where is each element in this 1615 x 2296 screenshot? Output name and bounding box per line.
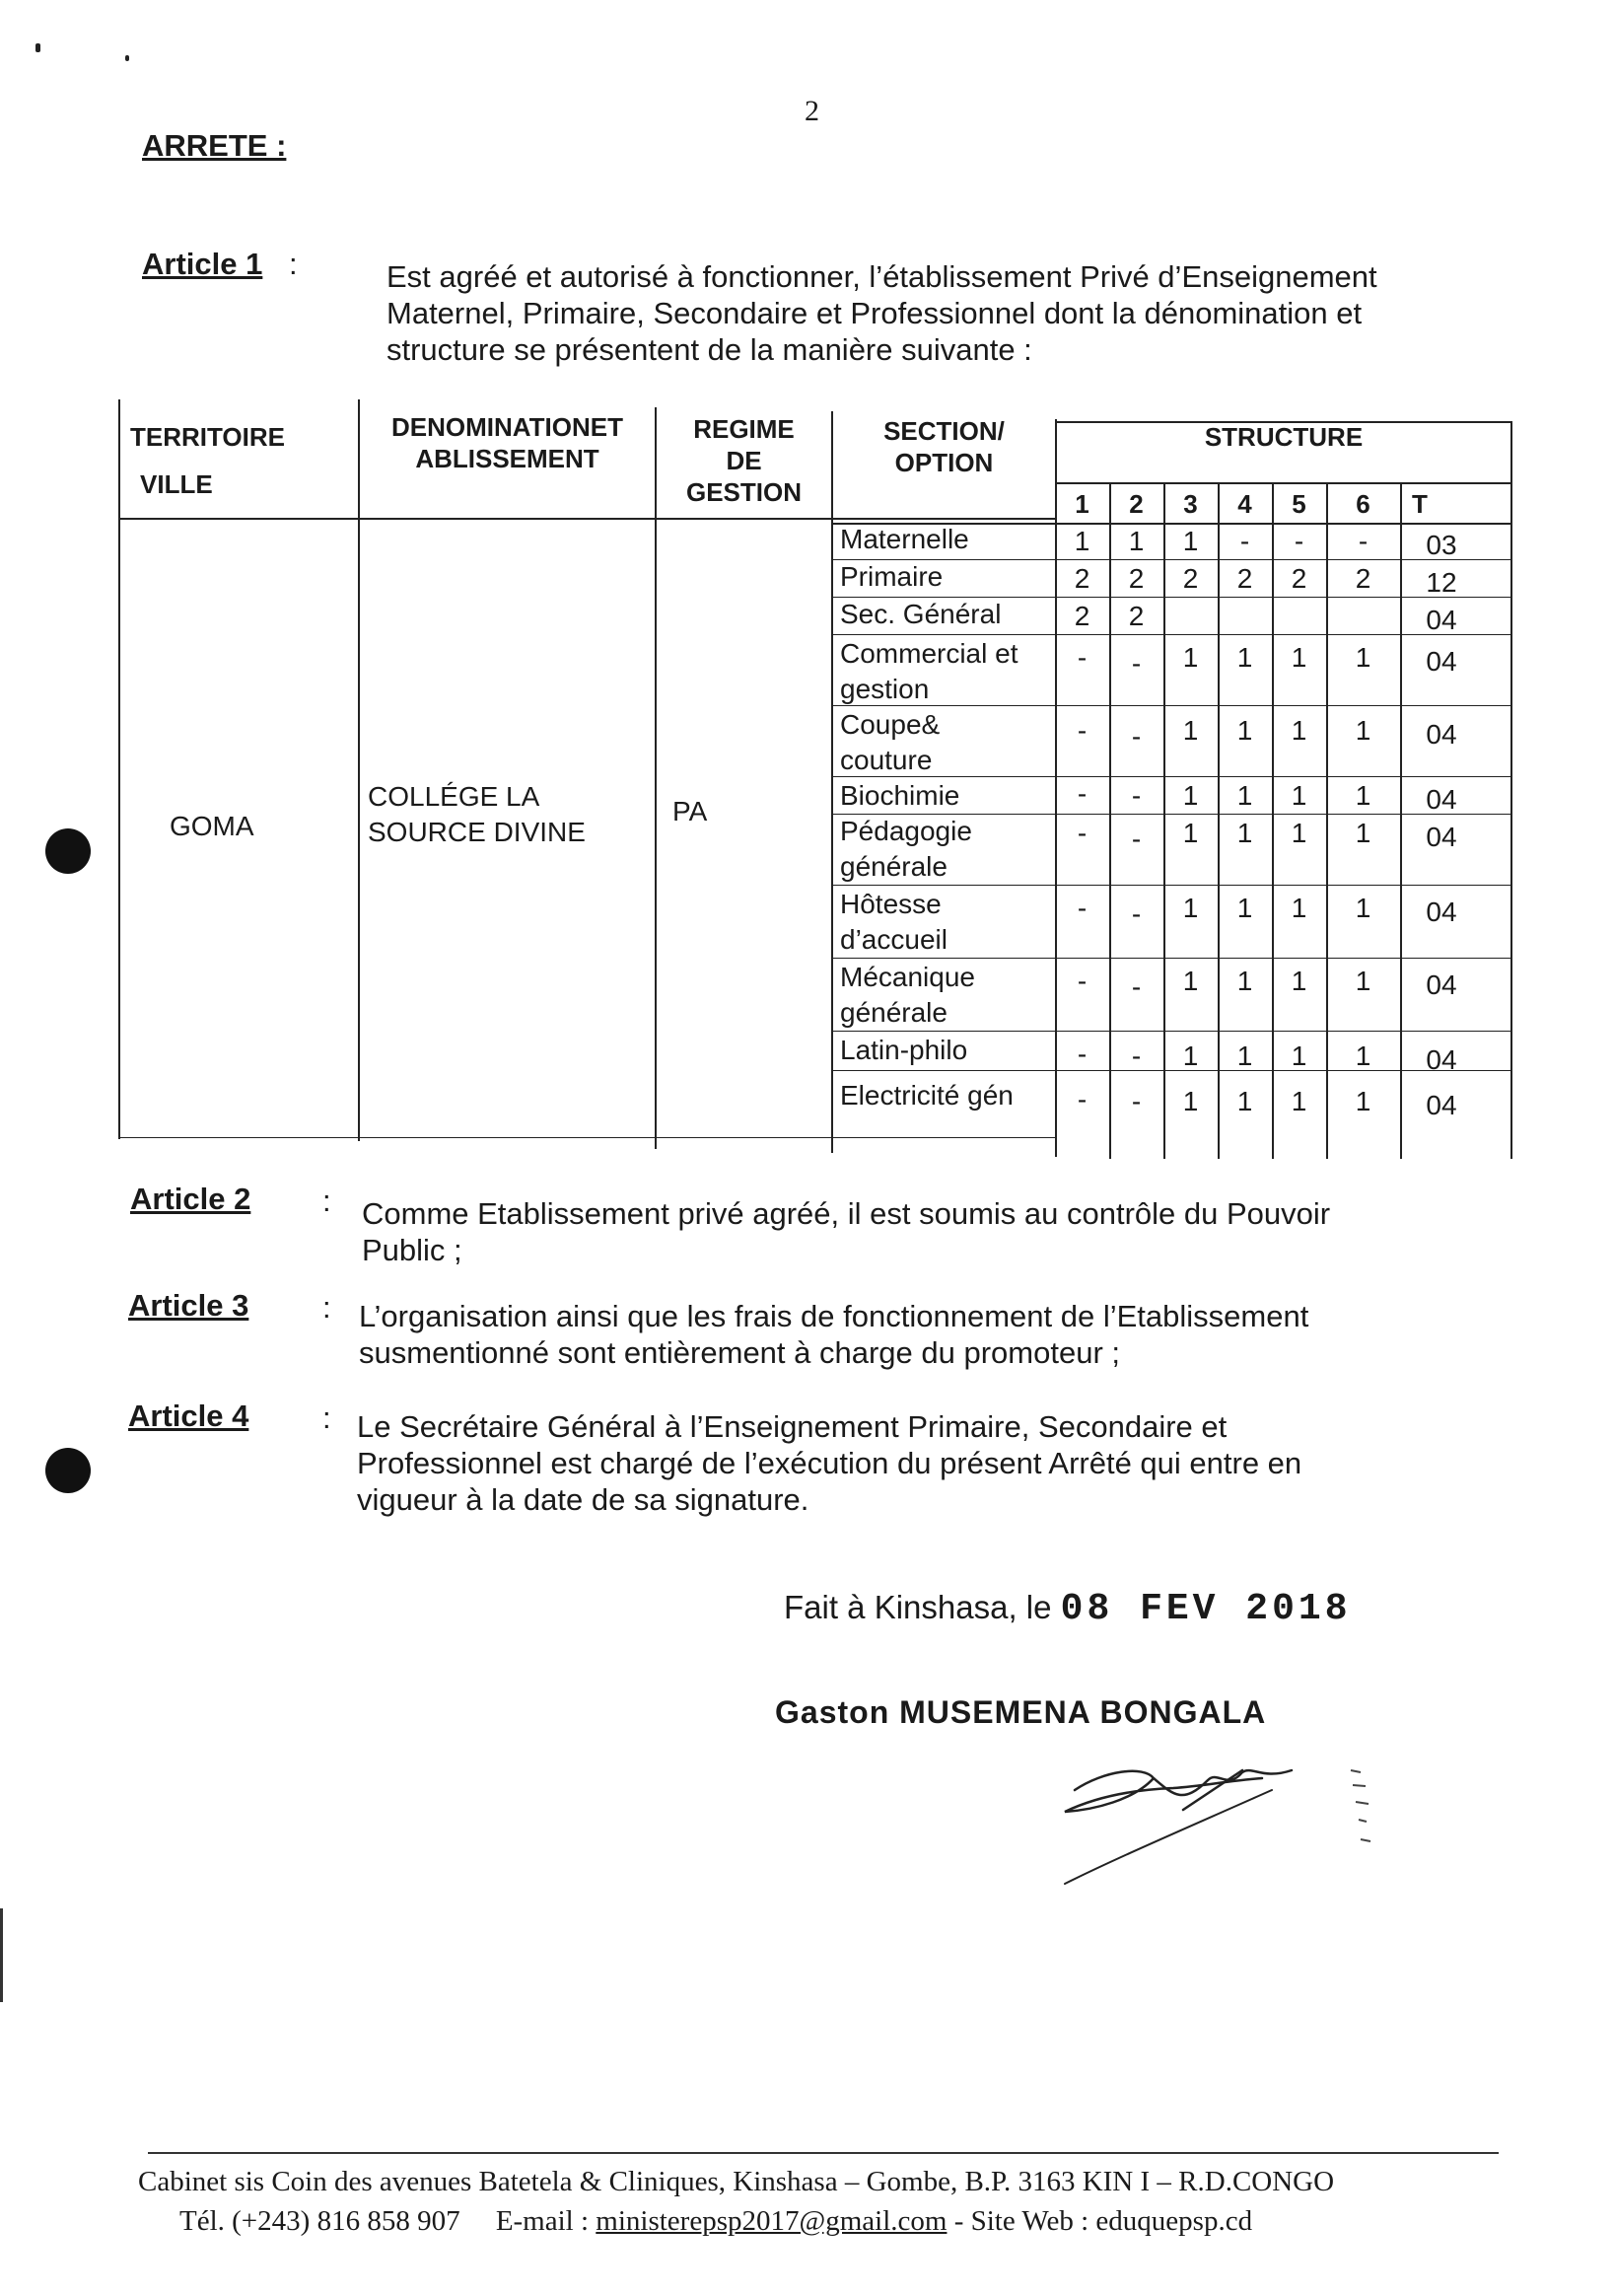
header-denomination <box>360 411 655 474</box>
structure-cell: 1 <box>1355 818 1371 848</box>
footer-divider <box>148 2152 1499 2154</box>
structure-cell: 2 <box>1236 563 1253 594</box>
total-cell: 04 <box>1426 1090 1457 1120</box>
article-3-colon: : <box>322 1290 331 1325</box>
footer-email[interactable]: ministerepsp2017@gmail.com <box>596 2205 948 2237</box>
header-structure: STRUCTURE <box>1204 422 1364 452</box>
header-col-4: 4 <box>1237 489 1252 519</box>
structure-cell: 1 <box>1291 966 1307 996</box>
header-ville: VILLE <box>140 469 213 499</box>
footer-phone: Tél. (+243) 816 858 907 <box>179 2205 460 2237</box>
place-date-label: Fait à Kinshasa, le <box>784 1589 1052 1625</box>
structure-cell: 1 <box>1182 715 1199 746</box>
header-section-line: SECTION/ <box>883 416 1005 446</box>
total-cell: 04 <box>1426 605 1457 635</box>
article-3-line: susmentionné sont entièrement à charge du promoteur ; <box>359 1335 1121 1370</box>
structure-cell: 1 <box>1236 715 1253 746</box>
footer-email-label: E-mail : <box>495 2205 590 2237</box>
header-denomination-line: ABLISSEMENT <box>415 444 599 473</box>
structure-cell: 1 <box>1291 893 1307 923</box>
total-cell: 04 <box>1426 897 1457 927</box>
signatory-name: Gaston MUSEMENA BONGALA <box>775 1694 1267 1730</box>
article-1-line: Est agréé et autorisé à fonctionner, l’établissement Privé d’Enseignement <box>386 259 1377 294</box>
structure-cell: - <box>1077 818 1088 848</box>
structure-cell: - <box>1294 526 1304 556</box>
article-4-colon: : <box>322 1400 331 1435</box>
section-label-line: générale <box>840 997 948 1028</box>
section-label <box>840 887 948 958</box>
structure-cell: 1 <box>1182 1086 1199 1116</box>
section-label: Biochimie <box>840 780 960 811</box>
punch-hole-dot <box>45 828 91 874</box>
article-1-colon: : <box>289 247 298 281</box>
structure-cell: 1 <box>1236 642 1253 673</box>
section-label-line: générale <box>840 851 948 882</box>
article-2-colon: : <box>322 1184 331 1218</box>
scan-speck <box>125 55 129 61</box>
section-label-line: couture <box>840 745 933 775</box>
total-cell: 04 <box>1426 719 1457 750</box>
article-1-line: structure se présentent de la manière suivante : <box>386 332 1032 367</box>
structure-cell: - <box>1239 526 1250 556</box>
structure-cell: - <box>1077 966 1088 996</box>
header-territoire: TERRITOIRE <box>130 422 285 452</box>
structure-cell: - <box>1077 642 1088 673</box>
header-col-1: 1 <box>1075 489 1089 519</box>
header-section-line: OPTION <box>894 448 994 477</box>
structure-cell: 2 <box>1355 563 1371 594</box>
structure-cell: 1 <box>1182 818 1199 848</box>
structure-cell: 2 <box>1128 601 1145 631</box>
header-col-2: 2 <box>1129 489 1144 519</box>
structure-cell: 1 <box>1182 1040 1199 1071</box>
structure-cell: 1 <box>1355 1086 1371 1116</box>
structure-cell: 1 <box>1074 526 1090 556</box>
structure-cell: - <box>1131 721 1142 752</box>
header-regime-line: GESTION <box>685 477 802 507</box>
structure-cell: - <box>1077 1084 1088 1114</box>
denomination-value <box>368 779 586 850</box>
section-label-line: gestion <box>840 674 930 704</box>
structure-cell: 1 <box>1236 818 1253 848</box>
total-cell: 03 <box>1426 530 1457 560</box>
section-label-line: Coupe& <box>840 709 941 740</box>
footer-site: - Site Web : eduquepsp.cd <box>953 2205 1253 2237</box>
section-label <box>840 636 1018 707</box>
structure-cell: - <box>1131 1040 1142 1071</box>
article-2-title: Article 2 <box>130 1182 251 1216</box>
structure-cell: 1 <box>1291 715 1307 746</box>
section-label-line: Pédagogie <box>840 816 972 846</box>
total-cell: 12 <box>1426 567 1457 598</box>
structure-cell: 1 <box>1355 966 1371 996</box>
header-regime <box>657 413 831 508</box>
section-label: Latin-philo <box>840 1035 968 1065</box>
total-cell: 04 <box>1426 646 1457 677</box>
structure-cell: 2 <box>1074 601 1090 631</box>
structure-cell: - <box>1131 898 1142 929</box>
structure-cell: 2 <box>1291 563 1307 594</box>
footer-address: Cabinet sis Coin des avenues Batetela & Cliniques, Kinshasa – Gombe, B.P. 3163 KIN I – R.D.CONGO <box>138 2166 1335 2197</box>
header-col-total: T <box>1412 489 1428 519</box>
structure-cell: 1 <box>1355 715 1371 746</box>
structure-cell: - <box>1131 780 1142 811</box>
section-label-line: Mécanique <box>840 962 975 992</box>
structure-cell: 1 <box>1236 1040 1253 1071</box>
structure-cell: 1 <box>1236 1086 1253 1116</box>
decree-heading: ARRETE : <box>142 128 287 163</box>
page-number: 2 <box>805 95 819 127</box>
structure-cell: 1 <box>1291 1040 1307 1071</box>
header-regime-line: DE <box>726 446 762 475</box>
section-label <box>840 814 972 885</box>
structure-cell: - <box>1131 824 1142 854</box>
structure-cell: - <box>1077 778 1088 809</box>
date-stamp: 08 FEV 2018 <box>1060 1588 1352 1630</box>
territoire-value: GOMA <box>170 811 254 841</box>
structure-cell: 1 <box>1182 966 1199 996</box>
article-2-line: Public ; <box>362 1233 462 1267</box>
article-4-title: Article 4 <box>128 1399 249 1433</box>
structure-cell: - <box>1131 971 1142 1002</box>
structure-cell: - <box>1358 526 1369 556</box>
structure-cell: 1 <box>1128 526 1145 556</box>
structure-cell: 1 <box>1291 642 1307 673</box>
article-4-line: vigueur à la date de sa signature. <box>357 1482 809 1517</box>
structure-cell: - <box>1077 1039 1088 1069</box>
footer-contact <box>179 2205 1252 2238</box>
total-cell: 04 <box>1426 822 1457 852</box>
structure-cell: 1 <box>1182 642 1199 673</box>
structure-cell: 1 <box>1236 966 1253 996</box>
structure-table <box>118 399 1518 1154</box>
punch-hole-dot <box>45 1448 91 1493</box>
structure-cell: 2 <box>1182 563 1199 594</box>
section-label-line: Commercial et <box>840 638 1018 669</box>
structure-cell: - <box>1131 1086 1142 1116</box>
structure-cell: - <box>1077 715 1088 746</box>
scan-edge-mark <box>0 1908 3 2002</box>
regime-value: PA <box>672 796 708 826</box>
article-3-title: Article 3 <box>128 1288 249 1323</box>
total-cell: 04 <box>1426 1044 1457 1075</box>
header-section <box>833 415 1055 478</box>
structure-cell: 1 <box>1355 780 1371 811</box>
section-label: Primaire <box>840 561 944 592</box>
structure-cell: 1 <box>1236 780 1253 811</box>
article-4-line: Professionnel est chargé de l’exécution du présent Arrêté qui entre en <box>357 1446 1302 1480</box>
article-1-title: Article 1 <box>142 247 263 281</box>
total-cell: 04 <box>1426 969 1457 1000</box>
place-date-line <box>784 1588 1352 1630</box>
structure-cell: 1 <box>1355 1040 1371 1071</box>
structure-cell: 1 <box>1182 526 1199 556</box>
section-label: Sec. Général <box>840 599 1002 629</box>
header-col-3: 3 <box>1183 489 1198 519</box>
article-2-line: Comme Etablissement privé agréé, il est soumis au contrôle du Pouvoir <box>362 1196 1331 1231</box>
structure-cell: 1 <box>1355 642 1371 673</box>
structure-cell: 1 <box>1291 780 1307 811</box>
section-label-line: d’accueil <box>840 924 948 955</box>
structure-cell: 1 <box>1355 893 1371 923</box>
denomination-line: SOURCE DIVINE <box>368 817 586 847</box>
handwritten-signature <box>1035 1751 1410 1894</box>
structure-cell: 2 <box>1074 563 1090 594</box>
header-denomination-line: DENOMINATIONET <box>391 412 623 442</box>
total-cell: 04 <box>1426 784 1457 815</box>
section-label <box>840 707 940 778</box>
section-label-line: Hôtesse <box>840 889 942 919</box>
structure-cell: 1 <box>1236 893 1253 923</box>
section-label: Electricité gén <box>840 1080 1014 1111</box>
article-1-line: Maternel, Primaire, Secondaire et Professionnel dont la dénomination et <box>386 296 1363 330</box>
article-3-line: L’organisation ainsi que les frais de fonctionnement de l’Etablissement <box>359 1299 1309 1333</box>
structure-cell: 1 <box>1291 818 1307 848</box>
structure-cell: - <box>1077 893 1088 923</box>
header-col-6: 6 <box>1356 489 1370 519</box>
article-4-line: Le Secrétaire Général à l’Enseignement Primaire, Secondaire et <box>357 1409 1228 1444</box>
structure-cell: - <box>1131 648 1142 679</box>
denomination-line: COLLÉGE LA <box>368 781 540 812</box>
section-label <box>840 960 975 1031</box>
structure-cell: 2 <box>1128 563 1145 594</box>
structure-cell: 1 <box>1182 780 1199 811</box>
structure-cell: 1 <box>1291 1086 1307 1116</box>
scan-speck <box>35 43 40 52</box>
section-label: Maternelle <box>840 524 969 554</box>
header-regime-line: REGIME <box>693 414 795 444</box>
header-col-5: 5 <box>1292 489 1306 519</box>
structure-cell: 1 <box>1182 893 1199 923</box>
